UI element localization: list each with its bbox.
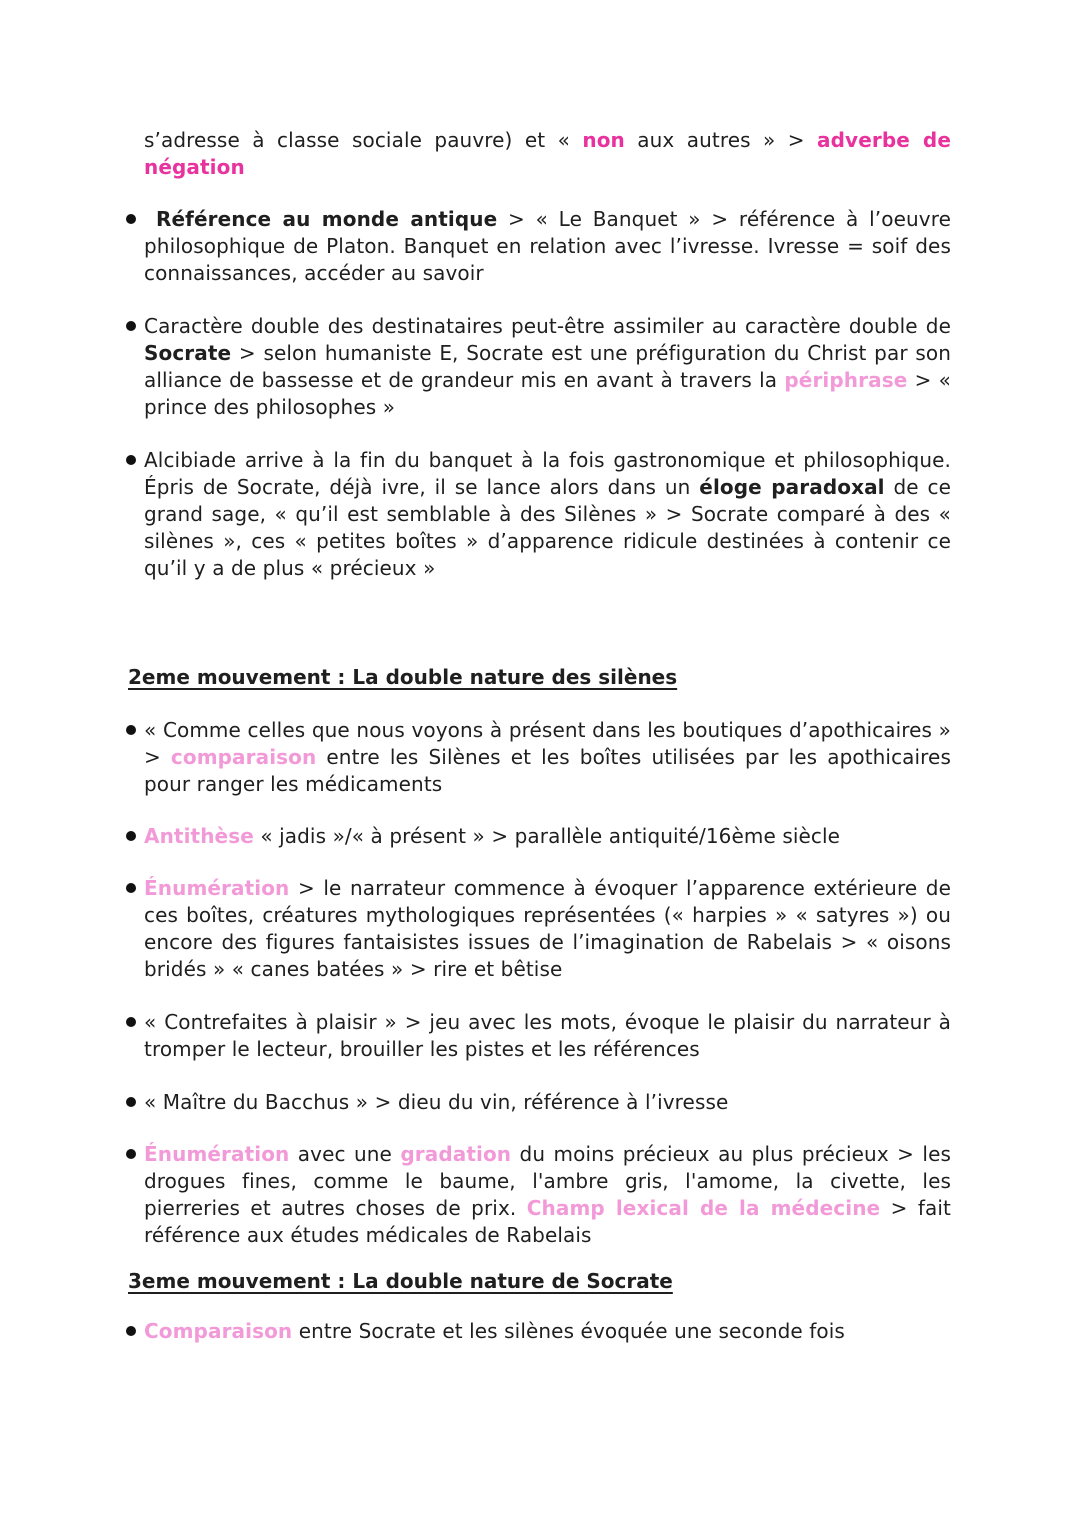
bullet-dot — [126, 831, 136, 841]
list-item-contrefaites: « Contrefaites à plaisir » > jeu avec les mots, évoque le plaisir du narrateur à tromper le lecteur, brouiller les pistes et les références — [144, 1010, 951, 1061]
highlight-enumeration: Énumération — [144, 1142, 290, 1166]
list-item-caractere-double: Caractère double des destinataires peut-être assimiler au caractère double de Socrate > selon humaniste E, Socrate est une préfiguration du Christ par son alliance de bassesse et de grandeur mis en avant à travers la périphrase > « prince des philosophes » — [144, 314, 952, 419]
bullet-dot — [126, 883, 136, 893]
bullet-dot — [126, 1326, 136, 1336]
list-item-gradation: Énumération avec une gradation du moins précieux au plus précieux > les drogues fines, comme le baume, l'ambre gris, l'amome, la civette, les pierreries et autres choses de prix. Champ lexical de la médecine > fait référence aux études médicales de Rabelais — [144, 1142, 952, 1247]
list-item-comparaison-socrate: Comparaison entre Socrate et les silènes évoquée une seconde fois — [144, 1319, 845, 1343]
highlight-gradation: gradation — [400, 1142, 512, 1166]
list-item-apothicaires: « Comme celles que nous voyons à présent dans les boutiques d’apothicaires » > comparaison entre les Silènes et les boîtes utilisées par les apothicaires pour ranger les médicaments — [144, 718, 951, 796]
bullet-dot — [126, 1017, 136, 1027]
highlight-non: non — [582, 128, 625, 152]
list-item-bacchus: « Maître du Bacchus » > dieu du vin, référence à l’ivresse — [144, 1090, 729, 1114]
list-item-reference-antique: Référence au monde antique > « Le Banquet » > référence à l’oeuvre philosophique de Platon. Banquet en relation avec l’ivresse. Ivresse = soif des connaissances, accéder au savoir — [144, 207, 951, 285]
list-item-enumeration: Énumération > le narrateur commence à évoquer l’apparence extérieure de ces boîtes, créatures mythologiques représentées (« harpies » « satyres ») ou encore des figures fantaisistes issues de l’imagination de Rabelais > « oisons bridés » « canes batées » > rire et bêtise — [144, 876, 951, 981]
highlight-antithese: Antithèse — [144, 824, 254, 848]
highlight-champ-lexical: Champ lexical de la médecine — [526, 1196, 881, 1220]
highlight-periphrase: périphrase — [784, 368, 908, 392]
bullet-dot — [126, 1097, 136, 1107]
highlight-comparaison: comparaison — [170, 745, 317, 769]
highlight-comparaison: Comparaison — [144, 1319, 293, 1343]
paragraph-continuation: s’adresse à classe sociale pauvre) et « non aux autres » > adverbe de négation — [144, 128, 951, 179]
list-item-alcibiade: Alcibiade arrive à la fin du banquet à la fois gastronomique et philosophique. Épris de Socrate, déjà ivre, il se lance alors dans un éloge paradoxal de ce grand sage, « qu’il est semblable à des Silènes » > Socrate comparé à des « silènes », ces « petites boîtes » d’apparence ridicule destinées à contenir ce qu’il y a de plus « précieux » — [144, 448, 951, 580]
bullet-dot — [126, 725, 136, 735]
bullet-dot — [126, 1149, 136, 1159]
highlight-enumeration: Énumération — [144, 876, 290, 900]
section-heading-3: 3eme mouvement : La double nature de Socrate — [128, 1269, 673, 1293]
bullet-dot — [126, 321, 136, 331]
bullet-dot — [126, 214, 136, 224]
bullet-dot — [126, 455, 136, 465]
section-heading-2: 2eme mouvement : La double nature des silènes — [128, 665, 678, 689]
highlight-adverbe-negation: adverbe de négation — [144, 128, 951, 179]
list-item-antithese: Antithèse « jadis »/« à présent » > parallèle antiquité/16ème siècle — [144, 824, 841, 848]
